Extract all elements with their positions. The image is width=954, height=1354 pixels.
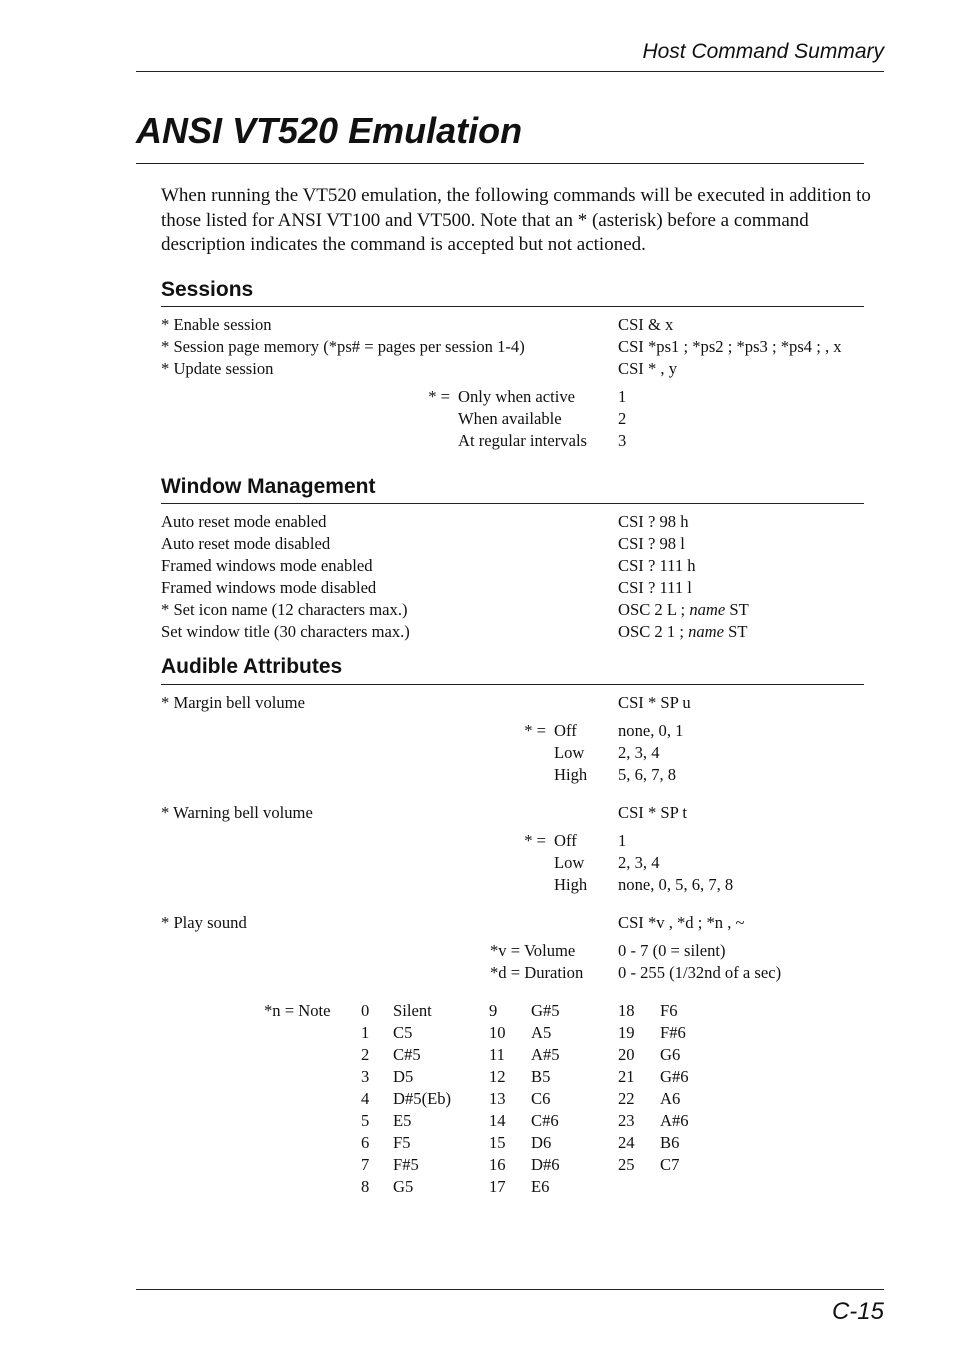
param-prefix: * = bbox=[428, 387, 450, 406]
command-sequence: CSI * , y bbox=[618, 359, 678, 378]
param-label: At regular intervals bbox=[458, 431, 588, 450]
note-name: E5 bbox=[393, 1111, 412, 1130]
footer-rule bbox=[136, 1289, 884, 1290]
note-label: *n = Note bbox=[264, 1001, 331, 1020]
note-name: G#5 bbox=[531, 1001, 560, 1020]
intro-paragraph: When running the VT520 emulation, the following commands will be executed in addition to those listed for ANSI VT100 and VT500. Note that an * (asterisk) before a command description indicates the command is accepted but not actioned. bbox=[161, 185, 871, 255]
level-label: Low bbox=[554, 853, 585, 872]
chapter-title: ANSI VT520 Emulation bbox=[136, 110, 523, 151]
section-heading-audible-attributes: Audible Attributes bbox=[161, 655, 343, 678]
level-label: Off bbox=[554, 721, 577, 740]
page-number: C-15 bbox=[831, 1298, 884, 1325]
note-name: A6 bbox=[660, 1089, 681, 1108]
note-number: 21 bbox=[618, 1067, 635, 1086]
note-name: C#5 bbox=[393, 1045, 421, 1064]
param-label: *d = Duration bbox=[490, 963, 584, 982]
section-rule bbox=[161, 684, 864, 685]
command-description: Framed windows mode enabled bbox=[161, 556, 373, 575]
note-name: D#5(Eb) bbox=[393, 1089, 452, 1108]
command-description: Set window title (30 characters max.) bbox=[161, 622, 410, 641]
command-description: * Set icon name (12 characters max.) bbox=[161, 600, 408, 619]
command-param-name: name bbox=[688, 622, 725, 641]
note-name: C#6 bbox=[531, 1111, 559, 1130]
note-number: 9 bbox=[489, 1001, 498, 1020]
param-label: When available bbox=[458, 409, 562, 428]
command-description: Auto reset mode disabled bbox=[161, 534, 331, 553]
command-description: * Session page memory (*ps# = pages per session 1-4) bbox=[161, 337, 525, 356]
level-label: High bbox=[554, 875, 588, 894]
param-value: 3 bbox=[618, 431, 627, 450]
param-prefix: * = bbox=[524, 831, 546, 850]
note-name: A5 bbox=[531, 1023, 552, 1042]
note-number: 25 bbox=[618, 1155, 635, 1174]
command-sequence: CSI ? 98 h bbox=[618, 512, 689, 531]
note-name: C5 bbox=[393, 1023, 413, 1042]
param-label: Only when active bbox=[458, 387, 576, 406]
level-label: High bbox=[554, 765, 588, 784]
param-value: 0 - 7 (0 = silent) bbox=[618, 941, 726, 960]
level-value: none, 0, 1 bbox=[618, 721, 684, 740]
command-param-name: name bbox=[689, 600, 726, 619]
command-description: * Update session bbox=[161, 359, 274, 378]
command-prefix: OSC 2 1 ; bbox=[618, 622, 689, 641]
note-number: 3 bbox=[361, 1067, 370, 1086]
note-number: 4 bbox=[361, 1089, 370, 1108]
level-value: 5, 6, 7, 8 bbox=[618, 765, 677, 784]
title-rule bbox=[136, 163, 864, 164]
note-number: 13 bbox=[489, 1089, 506, 1108]
note-name: D5 bbox=[393, 1067, 414, 1086]
note-name: C7 bbox=[660, 1155, 680, 1174]
section-heading-sessions: Sessions bbox=[161, 278, 254, 301]
note-number: 19 bbox=[618, 1023, 635, 1042]
command-description: * Warning bell volume bbox=[161, 803, 313, 822]
command-description: * Play sound bbox=[161, 913, 247, 932]
note-number: 0 bbox=[361, 1001, 370, 1020]
running-head: Host Command Summary bbox=[642, 40, 884, 63]
note-name: G#6 bbox=[660, 1067, 689, 1086]
note-number: 16 bbox=[489, 1155, 506, 1174]
note-number: 24 bbox=[618, 1133, 635, 1152]
level-value: none, 0, 5, 6, 7, 8 bbox=[618, 875, 734, 894]
header-rule bbox=[136, 71, 884, 72]
level-label: Low bbox=[554, 743, 585, 762]
command-suffix: ST bbox=[725, 600, 749, 619]
command-sequence bbox=[618, 599, 749, 621]
level-value: 2, 3, 4 bbox=[618, 853, 660, 872]
note-name: G5 bbox=[393, 1177, 414, 1196]
level-value: 2, 3, 4 bbox=[618, 743, 660, 762]
section-rule bbox=[161, 503, 864, 504]
param-value: 1 bbox=[618, 387, 627, 406]
note-number: 7 bbox=[361, 1155, 370, 1174]
command-sequence: CSI *ps1 ; *ps2 ; *ps3 ; *ps4 ; , x bbox=[618, 337, 842, 356]
note-number: 12 bbox=[489, 1067, 506, 1086]
note-number: 10 bbox=[489, 1023, 506, 1042]
note-name: A#6 bbox=[660, 1111, 689, 1130]
command-description: Framed windows mode disabled bbox=[161, 578, 377, 597]
note-name: D6 bbox=[531, 1133, 552, 1152]
note-number: 14 bbox=[489, 1111, 506, 1130]
note-number: 1 bbox=[361, 1023, 370, 1042]
note-name: Silent bbox=[393, 1001, 432, 1020]
command-description: * Margin bell volume bbox=[161, 693, 305, 712]
command-description: Auto reset mode enabled bbox=[161, 512, 327, 531]
param-prefix: * = bbox=[524, 721, 546, 740]
note-number: 23 bbox=[618, 1111, 635, 1130]
param-value: 0 - 255 (1/32nd of a sec) bbox=[618, 963, 782, 982]
note-number: 8 bbox=[361, 1177, 370, 1196]
note-name: F5 bbox=[393, 1133, 411, 1152]
command-description: * Enable session bbox=[161, 315, 272, 334]
param-value: 2 bbox=[618, 409, 627, 428]
note-number: 11 bbox=[489, 1045, 505, 1064]
note-name: B6 bbox=[660, 1133, 680, 1152]
command-sequence: CSI * SP t bbox=[618, 803, 688, 822]
note-name: D#6 bbox=[531, 1155, 560, 1174]
note-name: G6 bbox=[660, 1045, 681, 1064]
note-number: 20 bbox=[618, 1045, 635, 1064]
command-sequence: CSI & x bbox=[618, 315, 674, 334]
command-sequence: CSI ? 111 h bbox=[618, 556, 696, 575]
note-number: 22 bbox=[618, 1089, 635, 1108]
note-name: C6 bbox=[531, 1089, 551, 1108]
command-prefix: OSC 2 L ; bbox=[618, 600, 690, 619]
level-value: 1 bbox=[618, 831, 627, 850]
command-suffix: ST bbox=[724, 622, 748, 641]
command-sequence: CSI ? 98 l bbox=[618, 534, 685, 553]
command-sequence: CSI *v , *d ; *n , ~ bbox=[618, 913, 745, 932]
note-number: 15 bbox=[489, 1133, 506, 1152]
note-number: 17 bbox=[489, 1177, 506, 1196]
param-label: *v = Volume bbox=[490, 941, 576, 960]
command-sequence bbox=[618, 621, 748, 643]
note-name: B5 bbox=[531, 1067, 551, 1086]
note-number: 18 bbox=[618, 1001, 635, 1020]
level-label: Off bbox=[554, 831, 577, 850]
section-heading-window-management: Window Management bbox=[161, 475, 376, 498]
note-name: F#5 bbox=[393, 1155, 419, 1174]
command-sequence: CSI * SP u bbox=[618, 693, 691, 712]
note-name: A#5 bbox=[531, 1045, 560, 1064]
section-rule bbox=[161, 306, 864, 307]
note-number: 2 bbox=[361, 1045, 370, 1064]
note-number: 6 bbox=[361, 1133, 370, 1152]
command-sequence: CSI ? 111 l bbox=[618, 578, 692, 597]
note-name: F#6 bbox=[660, 1023, 686, 1042]
note-number: 5 bbox=[361, 1111, 370, 1130]
note-name: E6 bbox=[531, 1177, 550, 1196]
note-name: F6 bbox=[660, 1001, 678, 1020]
